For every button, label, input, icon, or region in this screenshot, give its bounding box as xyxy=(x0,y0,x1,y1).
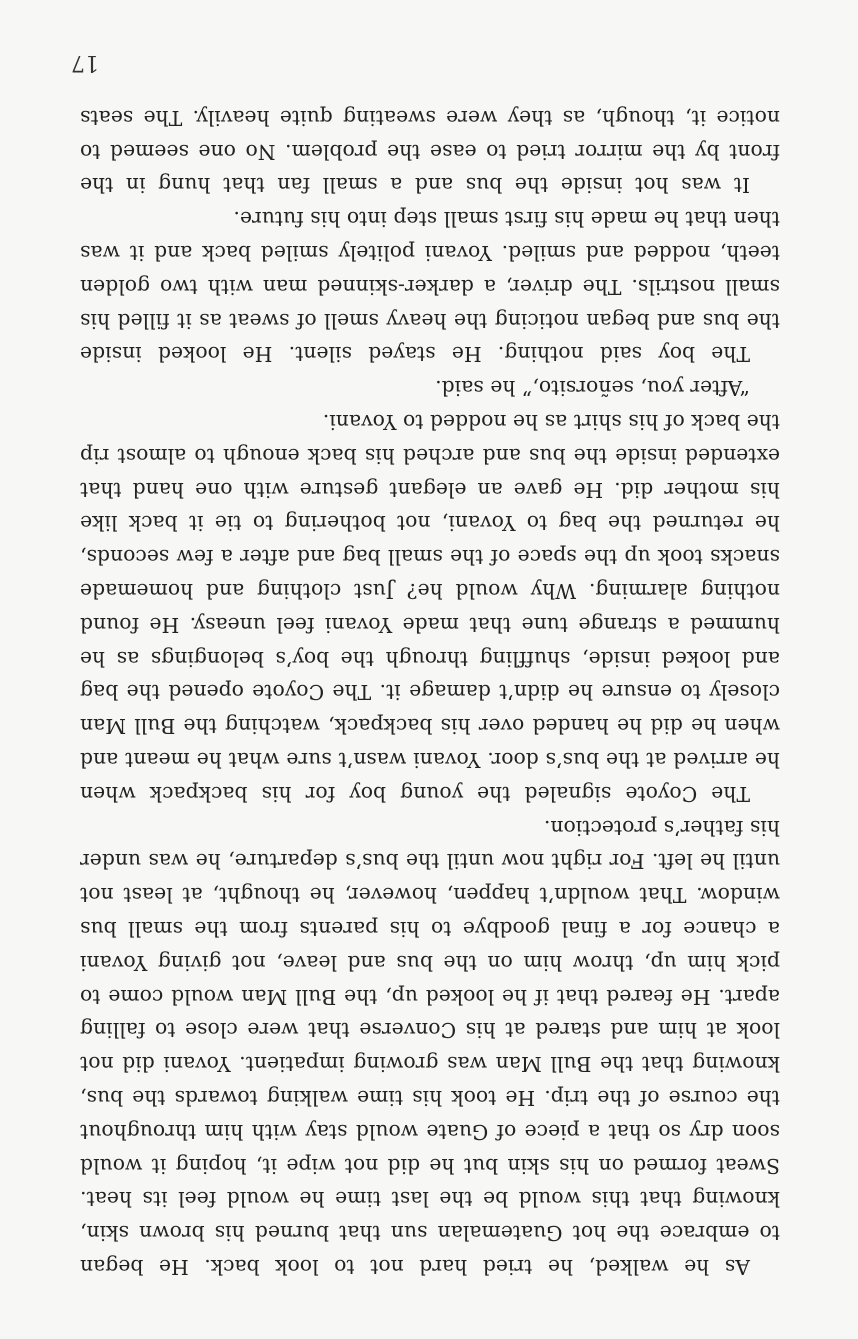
text-line: apart. He feared that if he looked up, the Bull Man would come to xyxy=(80,984,780,1009)
text-line: window. That wouldn’t happen, however, he thought, at least not xyxy=(80,883,780,908)
text-line: nothing alarming. Why would he? Just clothing and homemade xyxy=(80,579,780,604)
text-line: Sweat formed on his skin but he did not wipe it, hoping it would xyxy=(80,1153,780,1178)
text-line: As he walked, he tried hard not to look back. He began xyxy=(80,1255,750,1279)
text-line: then that he made his first small step into his future. xyxy=(233,207,780,232)
text-line: hummed a strange tune that made Yovani feel uneasy. He found xyxy=(80,612,780,637)
text-line: The Coyote signaled the young boy for his backpack when xyxy=(80,781,750,806)
text-line: a chance for a final goodbye to his parents from the small bus xyxy=(80,917,780,942)
text-line: teeth, nodded and smiled. Yovani politely smiled back and it was xyxy=(80,241,780,266)
text-line: front by the mirror tried to ease the problem. No one seemed to xyxy=(80,139,780,164)
text-line: notice it, though, as they were sweating quite heavily. The seats xyxy=(80,105,780,130)
text-line: The boy said nothing. He stayed silent. He looked inside xyxy=(80,342,750,367)
text-line: his mother did. He gave an elegant gesture with one hand that xyxy=(80,477,780,502)
text-line: the bus and began noticing the heavy smell of sweat as it filled his xyxy=(80,308,780,333)
text-line: “After you, señorsito,” he said. xyxy=(435,376,750,401)
text-line: when he did he handed over his backpack, watching the Bull Man xyxy=(80,714,780,739)
text-line: until he left. For right now until the bus’s departure, he was under xyxy=(80,849,780,874)
text-line: and looked inside, shuffling through the boy’s belongings as he xyxy=(80,646,780,671)
text-line: knowing that the Bull Man was growing impatient. Yovani did not xyxy=(80,1052,780,1077)
text-line: extended inside the bus and arched his back enough to almost rip xyxy=(80,443,780,468)
text-line: his father’s protection. xyxy=(543,815,780,840)
text-line: look at him and stared at his Converse that were close to falling xyxy=(80,1018,780,1043)
text-line: soon dry so that a piece of Guate would stay with him throughout xyxy=(80,1119,780,1144)
body-text xyxy=(80,100,780,1283)
text-line: he returned the bag to Yovani, not bothering to tie it back like xyxy=(80,511,780,536)
text-line: the course of the trip. He took his time walking towards the bus, xyxy=(80,1086,780,1111)
text-line: to embrace the hot Guatemalan sun that burned his brown skin, xyxy=(80,1221,780,1246)
text-line: he arrived at the bus’s door. Yovani wasn’t sure what he meant and xyxy=(80,748,780,773)
text-line: It was hot inside the bus and a small fan that hung in the xyxy=(80,173,750,198)
text-line: pick him up, throw him on the bus and leave, not giving Yovani xyxy=(80,950,780,975)
text-line: knowing that this would be the last time he would feel its heat. xyxy=(80,1187,780,1212)
page-number: 17 xyxy=(71,50,99,75)
text-line: the back of his shirt as he nodded to Yovani. xyxy=(322,410,780,435)
text-line: closely to ensure he didn’t damage it. The Coyote opened the bag xyxy=(80,680,780,705)
text-line: small nostrils. The driver, a darker-skinned man with two golden xyxy=(80,274,780,299)
text-line: snacks took up the space of the small bag and after a few seconds, xyxy=(80,545,780,570)
